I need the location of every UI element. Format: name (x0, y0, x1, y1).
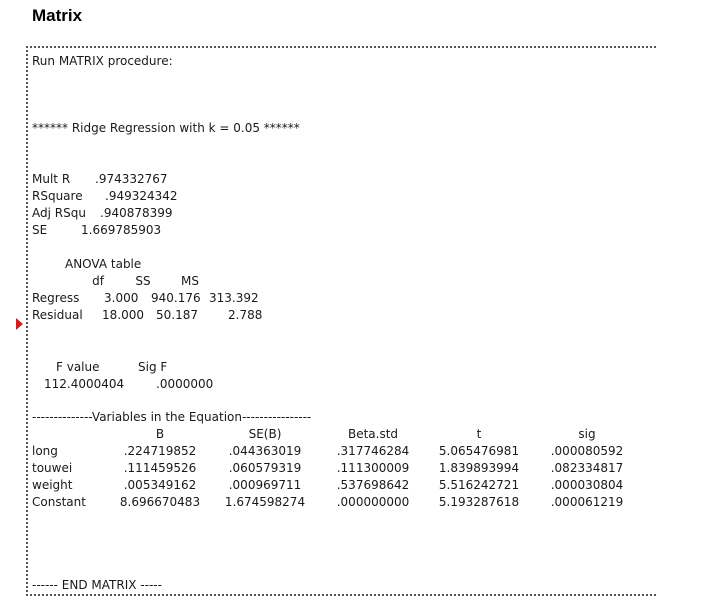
variable-cell: .111300009 (336, 461, 410, 475)
ridge-regression-header: ****** Ridge Regression with k = 0.05 ****** (32, 121, 300, 135)
variable-cell: .000969711 (228, 478, 302, 492)
variable-cell: 1.674598274 (224, 495, 306, 509)
variable-cell: .000061219 (550, 495, 624, 509)
fit-stat-value: .974332767 (95, 172, 168, 186)
variable-cell: .317746284 (336, 444, 410, 458)
variable-name: Constant (32, 495, 86, 509)
variables-separator: --------------Variables in the Equation---------------- (32, 410, 312, 424)
anova-row-label: Residual (32, 308, 83, 322)
variable-cell: .000030804 (550, 478, 624, 492)
end-matrix-line: ------ END MATRIX ----- (32, 578, 162, 592)
run-procedure-line: Run MATRIX procedure: (32, 54, 173, 68)
anova-header-ms: MS (181, 274, 199, 288)
anova-cell: 3.000 (104, 291, 139, 305)
anova-header-ss: SS (135, 274, 151, 288)
f-value: 112.4000404 (44, 377, 125, 391)
anova-cell: 50.187 (156, 308, 198, 322)
f-value-label: F value (56, 360, 100, 374)
fit-stat-value: .949324342 (105, 189, 178, 203)
variable-cell: .000000000 (336, 495, 410, 509)
fit-stat-label: Adj RSqu (32, 206, 86, 220)
fit-stat-label: SE (32, 223, 48, 237)
variable-cell: 1.839893994 (438, 461, 520, 475)
variable-cell: 5.065476981 (438, 444, 520, 458)
variable-name: long (32, 444, 58, 458)
anova-title: ANOVA table (65, 257, 142, 271)
variable-cell: .082334817 (550, 461, 624, 475)
variable-cell: .111459526 (123, 461, 197, 475)
variable-cell: .044363019 (228, 444, 302, 458)
anova-cell: 940.176 (151, 291, 201, 305)
variable-cell: 8.696670483 (119, 495, 201, 509)
anova-cell: 2.788 (228, 308, 263, 322)
fit-stat-value: 1.669785903 (81, 223, 162, 237)
anova-cell: 18.000 (102, 308, 144, 322)
variable-cell: .000080592 (550, 444, 624, 458)
fit-stat-label: RSquare (32, 189, 83, 203)
variable-cell: .060579319 (228, 461, 302, 475)
variable-cell: 5.516242721 (438, 478, 520, 492)
matrix-output-panel[interactable] (26, 46, 656, 596)
sig-f-value: .0000000 (156, 377, 214, 391)
variables-header-sig: sig (578, 427, 596, 441)
current-item-marker-icon (16, 318, 23, 330)
variables-header-t: t (476, 427, 482, 441)
fit-stat-value: .940878399 (100, 206, 173, 220)
variables-header-beta: Beta.std (347, 427, 399, 441)
variable-cell: .005349162 (123, 478, 197, 492)
variable-cell: .537698642 (336, 478, 410, 492)
sig-f-label: Sig F (138, 360, 168, 374)
anova-row-label: Regress (32, 291, 80, 305)
section-title: Matrix (32, 6, 83, 25)
variable-cell: 5.193287618 (438, 495, 520, 509)
anova-header-df: df (92, 274, 104, 288)
variables-header-b: B (155, 427, 165, 441)
variable-name: touwei (32, 461, 73, 475)
variable-cell: .224719852 (123, 444, 197, 458)
variables-header-se: SE(B) (248, 427, 282, 441)
variable-name: weight (32, 478, 73, 492)
fit-stat-label: Mult R (32, 172, 71, 186)
anova-cell: 313.392 (209, 291, 259, 305)
